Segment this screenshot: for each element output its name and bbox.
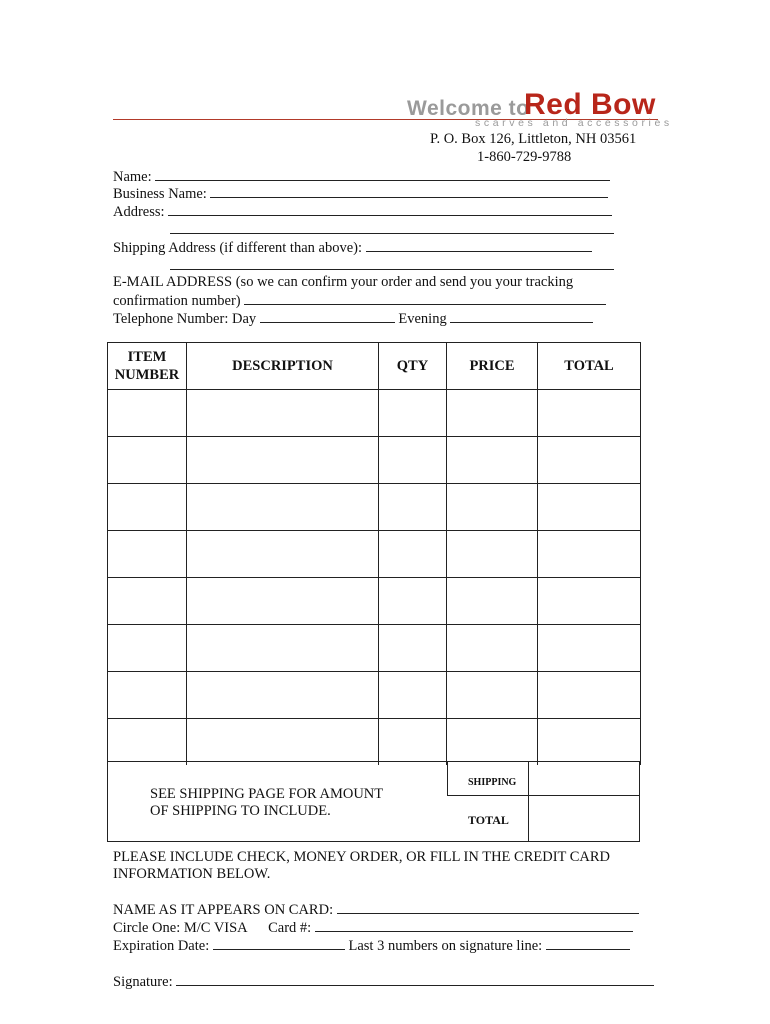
address-input-line[interactable] xyxy=(168,203,612,216)
price-cell[interactable] xyxy=(447,625,538,672)
description-cell[interactable] xyxy=(187,531,379,578)
total-cell[interactable] xyxy=(538,437,641,484)
phone-line: 1-860-729-9788 xyxy=(477,149,572,165)
header-description: DESCRIPTION xyxy=(187,343,379,390)
telephone-evening-input-line[interactable] xyxy=(450,310,593,323)
description-cell[interactable] xyxy=(187,484,379,531)
signature-label: Signature: xyxy=(113,974,173,990)
shipping-divider-left xyxy=(447,761,448,796)
qty-cell[interactable] xyxy=(379,531,447,578)
total-cell[interactable] xyxy=(538,390,641,437)
business-name-input-line[interactable] xyxy=(210,185,608,198)
item-number-cell[interactable] xyxy=(108,531,187,578)
item-number-cell[interactable] xyxy=(108,390,187,437)
name-input-line[interactable] xyxy=(155,168,610,181)
address-row xyxy=(113,203,612,221)
description-cell[interactable] xyxy=(187,578,379,625)
expiration-label: Expiration Date: xyxy=(113,938,210,954)
qty-cell[interactable] xyxy=(379,578,447,625)
last3-label: Last 3 numbers on signature line: xyxy=(348,938,543,954)
shipping-address-input-line[interactable] xyxy=(366,239,592,252)
header-item-number xyxy=(108,343,187,390)
price-cell[interactable] xyxy=(447,578,538,625)
email-label-line-1: E-MAIL ADDRESS (so we can confirm your order and send you your tracking xyxy=(113,274,574,290)
header-total: TOTAL xyxy=(538,343,641,390)
header-item-label: ITEM xyxy=(127,349,167,365)
item-number-cell[interactable] xyxy=(108,672,187,719)
shipping-label: SHIPPING xyxy=(468,777,517,788)
shipping-address-row-2 xyxy=(170,257,614,275)
table-row xyxy=(108,437,641,484)
name-on-card-label: NAME AS IT APPEARS ON CARD: xyxy=(113,902,334,918)
telephone-day-label: Telephone Number: Day xyxy=(113,311,257,327)
qty-cell[interactable] xyxy=(379,390,447,437)
description-cell[interactable] xyxy=(187,672,379,719)
name-label: Name: xyxy=(113,169,152,185)
address-input-line-2[interactable] xyxy=(170,221,614,234)
description-cell[interactable] xyxy=(187,437,379,484)
logo-brand: Red Bow xyxy=(524,88,656,121)
qty-cell[interactable] xyxy=(379,484,447,531)
total-cell[interactable] xyxy=(538,578,641,625)
shipping-address-row xyxy=(113,239,592,257)
signature-row xyxy=(113,973,654,991)
name-on-card-input-line[interactable] xyxy=(337,901,639,914)
shipping-address-input-line-2[interactable] xyxy=(170,257,614,270)
description-cell[interactable] xyxy=(187,625,379,672)
item-number-cell[interactable] xyxy=(108,437,187,484)
email-label-line-2: confirmation number) xyxy=(113,293,241,309)
shipping-divider xyxy=(528,761,529,842)
table-row xyxy=(108,484,641,531)
item-number-cell[interactable] xyxy=(108,578,187,625)
logo-welcome: Welcome to xyxy=(407,97,530,120)
header-price: PRICE xyxy=(447,343,538,390)
expiration-input-line[interactable] xyxy=(213,937,345,950)
payment-instructions-1: PLEASE INCLUDE CHECK, MONEY ORDER, OR FILL IN THE CREDIT CARD xyxy=(113,849,611,865)
shipping-address-label: Shipping Address (if different than above): xyxy=(113,240,362,256)
item-number-cell[interactable] xyxy=(108,625,187,672)
address-row-2 xyxy=(170,221,614,239)
last3-input-line[interactable] xyxy=(546,937,630,950)
table-row xyxy=(108,625,641,672)
name-on-card-row xyxy=(113,901,639,919)
logo-tagline: scarves and accessories xyxy=(475,117,673,129)
qty-cell[interactable] xyxy=(379,437,447,484)
header-number-label: NUMBER xyxy=(114,367,180,383)
address-line: P. O. Box 126, Littleton, NH 03561 xyxy=(430,131,637,147)
table-row xyxy=(108,531,641,578)
total-cell[interactable] xyxy=(538,484,641,531)
total-label: TOTAL xyxy=(468,813,509,827)
total-amount-field[interactable] xyxy=(540,800,638,838)
shipping-amount-field[interactable] xyxy=(540,766,638,794)
table-header-row xyxy=(108,343,641,390)
qty-cell[interactable] xyxy=(379,672,447,719)
expiration-row xyxy=(113,937,630,955)
circle-one-label: Circle One: M/C VISA xyxy=(113,920,247,936)
telephone-evening-label: Evening xyxy=(398,311,447,327)
description-cell[interactable] xyxy=(187,719,379,766)
description-cell[interactable] xyxy=(187,390,379,437)
price-cell[interactable] xyxy=(447,437,538,484)
table-row xyxy=(108,672,641,719)
price-cell[interactable] xyxy=(447,531,538,578)
card-number-input-line[interactable] xyxy=(315,919,633,932)
signature-input-line[interactable] xyxy=(176,973,654,986)
total-cell[interactable] xyxy=(538,625,641,672)
business-name-row xyxy=(113,185,608,203)
email-row xyxy=(113,292,606,310)
email-input-line[interactable] xyxy=(244,292,606,305)
item-number-cell[interactable] xyxy=(108,484,187,531)
card-row xyxy=(113,919,633,937)
card-number-label: Card #: xyxy=(268,920,312,936)
price-cell[interactable] xyxy=(447,719,538,766)
telephone-row xyxy=(113,310,593,328)
address-label: Address: xyxy=(113,204,165,220)
telephone-day-input-line[interactable] xyxy=(260,310,395,323)
total-cell[interactable] xyxy=(538,672,641,719)
payment-instructions-2: INFORMATION BELOW. xyxy=(113,866,271,882)
price-cell[interactable] xyxy=(447,484,538,531)
total-cell[interactable] xyxy=(538,719,641,766)
table-row xyxy=(108,578,641,625)
table-row xyxy=(108,390,641,437)
item-number-cell[interactable] xyxy=(108,719,187,766)
price-cell[interactable] xyxy=(447,390,538,437)
order-table xyxy=(107,342,641,765)
header-qty: QTY xyxy=(379,343,447,390)
qty-cell[interactable] xyxy=(379,625,447,672)
table-row xyxy=(108,719,641,766)
qty-cell[interactable] xyxy=(379,719,447,766)
name-field-row xyxy=(113,168,610,186)
shipping-note-line-1: SEE SHIPPING PAGE FOR AMOUNT xyxy=(150,786,384,802)
business-name-label: Business Name: xyxy=(113,186,207,202)
price-cell[interactable] xyxy=(447,672,538,719)
shipping-note-line-2: OF SHIPPING TO INCLUDE. xyxy=(150,803,331,819)
total-cell[interactable] xyxy=(538,531,641,578)
